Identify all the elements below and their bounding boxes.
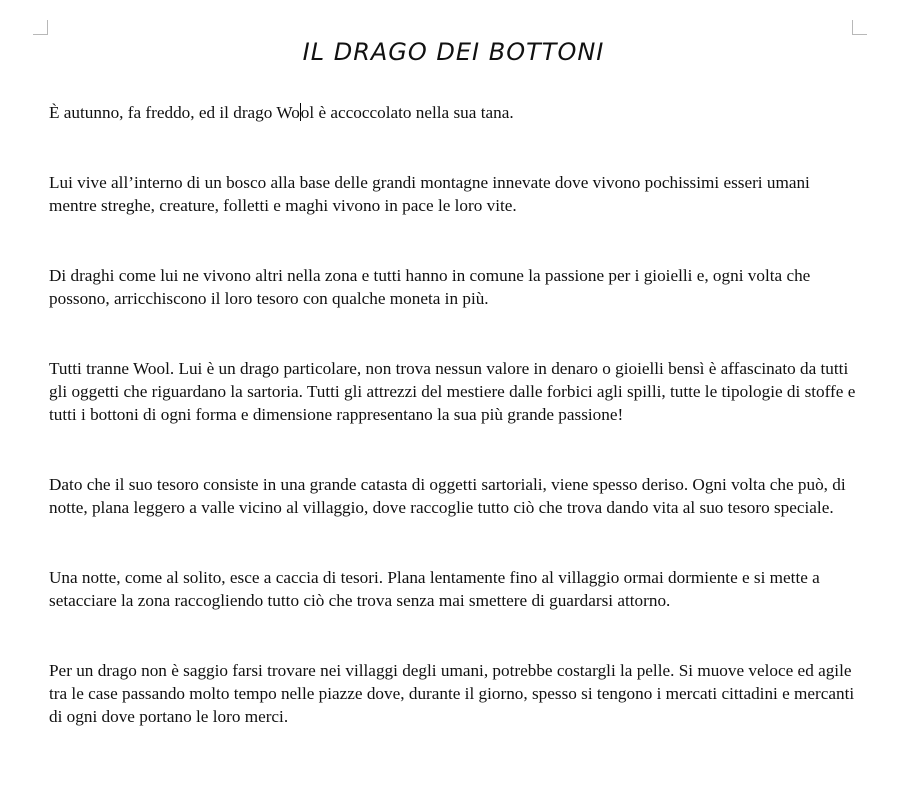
document-title[interactable]: IL DRAGO DEI BOTTONI [302,38,605,66]
paragraph-3[interactable]: Di draghi come lui ne vivono altri nella zona e tutti hanno in comune la passione per i gioielli e, ogni volta che possono, arricchiscono il loro tesoro con qualche moneta in più. [49,266,811,308]
document-body[interactable] [49,101,859,775]
paragraph-1-text-before-cursor[interactable]: È autunno, fa freddo, ed il drago Wo [49,103,300,122]
paragraph-7[interactable]: Per un drago non è saggio farsi trovare nei villaggi degli umani, potrebbe costargli la pelle. Si muove veloce ed agile tra le case passando molto tempo nelle piazze dove, durante il giorno, spesso si tengono i mercati cittadini e mercanti di ogni dove portano le loro merci. [49,661,855,726]
paragraph-5[interactable]: Dato che il suo tesoro consiste in una grande catasta di oggetti sartoriali, viene spesso deriso. Ogni volta che può, di notte, plana leggero a valle vicino al villaggio, dove raccoglie tutto ciò che trova dando vita al suo tesoro speciale. [49,475,846,517]
paragraph-2[interactable]: Lui vive all’interno di un bosco alla base delle grandi montagne innevate dove vivono pochissimi esseri umani mentre streghe, creature, folletti e maghi vivono in pace le loro vite. [49,173,810,215]
left-margin-corner-mark [33,20,48,35]
paragraph-1[interactable] [49,101,859,124]
paragraph-1-text-after-cursor[interactable]: ol è accoccolato nella sua tana. [300,103,514,122]
paragraph-4[interactable]: Tutti tranne Wool. Lui è un drago particolare, non trova nessun valore in denaro o gioielli bensì è affascinato da tutti gli oggetti che riguardano la sartoria. Tutti gli attrezzi del mestiere dalle forbici agli spilli, tutte le tipologie di stoffe e tutti i bottoni di ogni forma e dimensione rappresentano la sua più grande passione! [49,359,856,424]
right-margin-corner-mark [852,20,867,35]
paragraph-6[interactable]: Una notte, come al solito, esce a caccia di tesori. Plana lentamente fino al villaggio ormai dormiente e si mette a setacciare la zona raccogliendo tutto ciò che trova senza mai smettere di guardarsi attorno. [49,568,820,610]
